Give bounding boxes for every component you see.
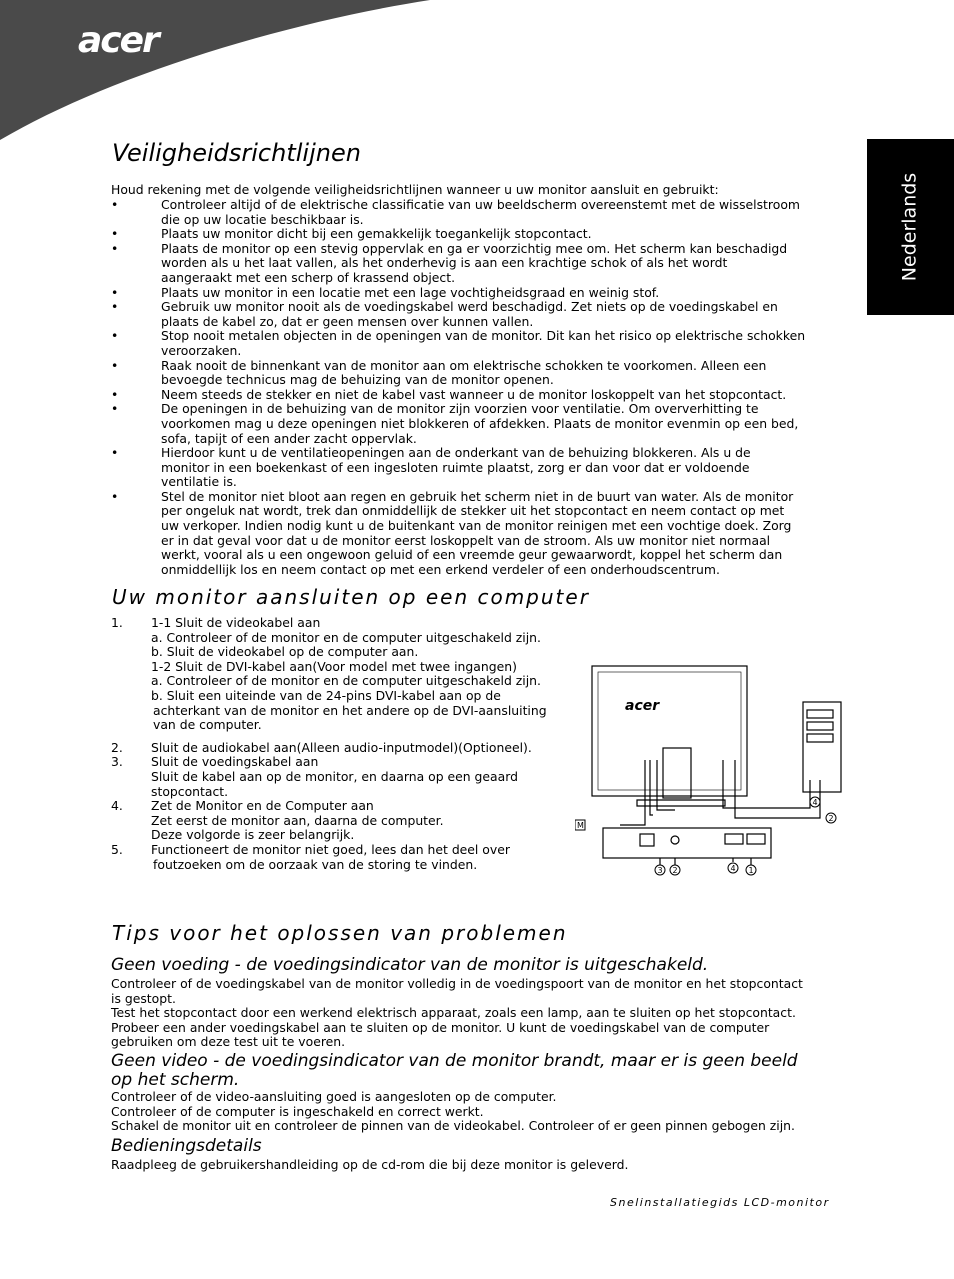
step-number: 4. — [111, 798, 123, 814]
computer-tower — [803, 702, 841, 792]
diagram-label: 4 — [812, 798, 818, 807]
safety-item — [111, 286, 848, 301]
header-band — [0, 0, 430, 140]
safety-item — [111, 490, 848, 578]
safety-item-line: werkt, vooral als u een ongewoon geluid of een vreemde geur gewaarwordt, koppel het scherm dan — [161, 547, 783, 563]
safety-item — [111, 388, 848, 403]
safety-item-line: worden als u het laat vallen, als het onderhevig is aan een krachtige schok of als het wordt — [161, 255, 728, 271]
safety-item — [111, 198, 848, 227]
safety-item — [111, 446, 848, 490]
diagram-label: 3 — [657, 866, 663, 875]
text-line: Schakel de monitor uit en controleer de pinnen van de videokabel. Controleer of er geen pinnen gebogen zijn. — [111, 1118, 795, 1134]
safety-item-line: monitor in een boekenkast of een ingesloten ruimte plaatst, zorg er dan voor dat er voldoende — [161, 459, 750, 475]
safety-item-line: • Plaats uw monitor dicht bij een gemakkelijk toegankelijk stopcontact. — [161, 226, 592, 242]
safety-item-line: • Stop nooit metalen objecten in de openingen van de monitor. Dit kan het risico op elektrische schokken — [161, 328, 806, 344]
connect-steps — [111, 616, 573, 872]
safety-item-line: • Plaats de monitor op een stevig oppervlak en ga er voorzichtig mee om. Het scherm kan beschadigd — [161, 240, 788, 256]
diagram-label: 1 — [748, 866, 754, 875]
step-1-2b-line: van de computer. — [153, 717, 262, 733]
step-1-2b-line: achterkant van de monitor en het andere op de DVI-aansluiting — [153, 702, 547, 718]
safety-item — [111, 329, 848, 358]
safety-item — [111, 402, 848, 446]
language-tab-label: Nederlands — [898, 172, 921, 282]
no-video-heading — [111, 1052, 798, 1090]
footer: Snelinstallatiegids LCD-monitor — [610, 1196, 830, 1209]
monitor-stand — [663, 748, 691, 798]
step-2: Sluit de audiokabel aan(Alleen audio-inputmodel)(Optioneel). — [151, 739, 532, 755]
step-number: 1. — [111, 615, 123, 630]
details-heading: Bedieningsdetails — [111, 1136, 262, 1156]
safety-item-line: voorkomen mag u deze openingen niet blokkeren of afdekken. Plaats de monitor evenmin op een bed, — [161, 415, 799, 431]
step-1-1b: b. Sluit de videokabel op de computer aan. — [151, 644, 419, 660]
step-1-2b-line: b. Sluit een uiteinde van de 24-pins DVI-kabel aan op de — [151, 687, 501, 703]
safety-item-line: • Raak nooit de binnenkant van de monitor aan om elektrische schokken te voorkomen. Alleen een — [161, 357, 767, 373]
diagram-label: 4 — [730, 864, 736, 873]
connection-diagram — [575, 660, 845, 880]
step-1-2: 1-2 Sluit de DVI-kabel aan(Voor model met twee ingangen) — [151, 658, 517, 674]
step-number: 5. — [111, 841, 123, 857]
text-line: Controleer of de voedingskabel van de monitor volledig in de voedingspoort van de monitor en het stopcontact — [111, 976, 803, 991]
details-body: Raadpleeg de gebruikershandleiding op de cd-rom die bij deze monitor is geleverd. — [111, 1157, 629, 1172]
safety-item-line: plaats de kabel zo, dat er geen mensen over kunnen vallen. — [161, 313, 534, 329]
monitor-bottom-view — [603, 828, 771, 858]
step-3: Sluit de voedingskabel aan — [151, 754, 319, 770]
safety-item-line: • Hierdoor kunt u de ventilatieopeningen aan de onderkant van de behuizing blokkeren. Als u de — [161, 445, 751, 461]
step-4-body: Zet eerst de monitor aan, daarna de computer. — [151, 812, 444, 828]
text-line: Probeer een ander voedingskabel aan te sluiten op de monitor. U kunt de voedingskabel van de computer — [111, 1019, 770, 1035]
safety-title: Veiligheidsrichtlijnen — [112, 139, 361, 167]
safety-item-line: aangeraakt met een scherp of krassend object. — [161, 269, 456, 285]
safety-item-line: • Controleer altijd of de elektrische classificatie van uw beeldscherm overeenstemt met de wisselstroom — [161, 197, 800, 212]
safety-list — [111, 198, 848, 577]
safety-item — [111, 300, 848, 329]
acer-logo: acer — [78, 20, 158, 61]
text-line: Controleer of de video-aansluiting goed is aangesloten op de computer. — [111, 1089, 557, 1104]
safety-item — [111, 242, 848, 286]
step-1-2a: a. Controleer of de monitor en de computer uitgeschakeld zijn. — [151, 673, 541, 689]
safety-item-line: bevoegde technicus mag de behuizing van de monitor openen. — [161, 372, 554, 388]
safety-item-line: er in dat geval voor dat u de monitor eerst loskoppelt van de stroom. Als uw monitor niet normaal — [161, 532, 771, 548]
heading-line: Geen video - de voedingsindicator van de monitor brandt, maar er is geen beeld — [111, 1051, 798, 1071]
step-5-body: foutzoeken om de oorzaak van de storing te vinden. — [153, 856, 478, 872]
monitor-back — [592, 666, 747, 796]
text-line: Test het stopcontact door een werkend elektrisch apparaat, zoals een lamp, aan te sluiten op het stopcontact. — [111, 1005, 796, 1021]
language-tab — [867, 139, 954, 315]
no-power-heading: Geen voeding - de voedingsindicator van de monitor is uitgeschakeld. — [111, 955, 709, 975]
safety-intro: Houd rekening met de volgende veiligheidsrichtlijnen wanneer u uw monitor aansluit en gebruikt: — [111, 182, 719, 197]
diagram-monitor-logo: acer — [625, 698, 660, 714]
safety-item-line: • Stel de monitor niet bloot aan regen en gebruik het scherm niet in de buurt van water. Als de monitor — [161, 488, 794, 504]
step-3-body: Sluit de kabel aan op de monitor, en daarna op een geaard — [151, 768, 518, 784]
connect-title: Uw monitor aansluiten op een computer — [112, 585, 590, 609]
no-power-body — [111, 977, 848, 1050]
safety-item-line: ventilatie is. — [161, 474, 237, 490]
safety-item-line: sofa, tapijt of een ander zacht oppervlak. — [161, 430, 417, 446]
diagram-label: 2 — [828, 814, 834, 823]
tips-title: Tips voor het oplossen van problemen — [112, 921, 568, 945]
safety-item-line: die op uw locatie beschikbaar is. — [161, 211, 364, 227]
safety-item — [111, 359, 848, 388]
safety-item-line: • Neem steeds de stekker en niet de kabel vast wanneer u de monitor loskoppelt van het stopcontact. — [161, 386, 787, 402]
step-1-1a: a. Controleer of de monitor en de computer uitgeschakeld zijn. — [151, 629, 541, 645]
step-3-body: stopcontact. — [151, 783, 229, 799]
no-video-body — [111, 1090, 848, 1134]
safety-item — [111, 227, 848, 242]
diagram-label: 2 — [672, 866, 678, 875]
step-4-body: Deze volgorde is zeer belangrijk. — [151, 827, 355, 843]
safety-item-line: onmiddellijk los en neem contact op met een erkend verdeler of een onderhoudscentrum. — [161, 561, 720, 577]
heading-line: op het scherm. — [111, 1070, 240, 1090]
text-line: is gestopt. — [111, 990, 176, 1006]
step-5: Functioneert de monitor niet goed, lees dan het deel over — [151, 841, 510, 857]
text-line: gebruiken om deze test uit te voeren. — [111, 1034, 346, 1050]
safety-item-line: • Gebruik uw monitor nooit als de voedingskabel werd beschadigd. Zet niets op de voedingskabel en — [161, 299, 778, 315]
step-number: 2. — [111, 739, 123, 755]
step-1-1: 1-1 Sluit de videokabel aan — [151, 615, 321, 630]
safety-item-line: • De openingen in de behuizing van de monitor zijn voorzien voor ventilatie. Om oververhitting te — [161, 401, 759, 417]
step-number: 3. — [111, 754, 123, 770]
safety-item-line: uw verkoper. Indien nodig kunt u de buitenkant van de monitor reinigen met een vochtige doek. Zorg — [161, 518, 792, 534]
safety-item-line: per ongeluk nat wordt, trek dan onmiddellijk de stekker uit het stopcontact en neem contact op met — [161, 503, 785, 519]
text-line: Controleer of de computer is ingeschakeld en correct werkt. — [111, 1103, 484, 1119]
safety-item-line: veroorzaken. — [161, 342, 242, 358]
step-4: Zet de Monitor en de Computer aan — [151, 798, 374, 814]
safety-item-line: • Plaats uw monitor in een locatie met een lage vochtigheidsgraad en weinig stof. — [161, 284, 660, 300]
svg-text:M: M — [577, 821, 584, 830]
